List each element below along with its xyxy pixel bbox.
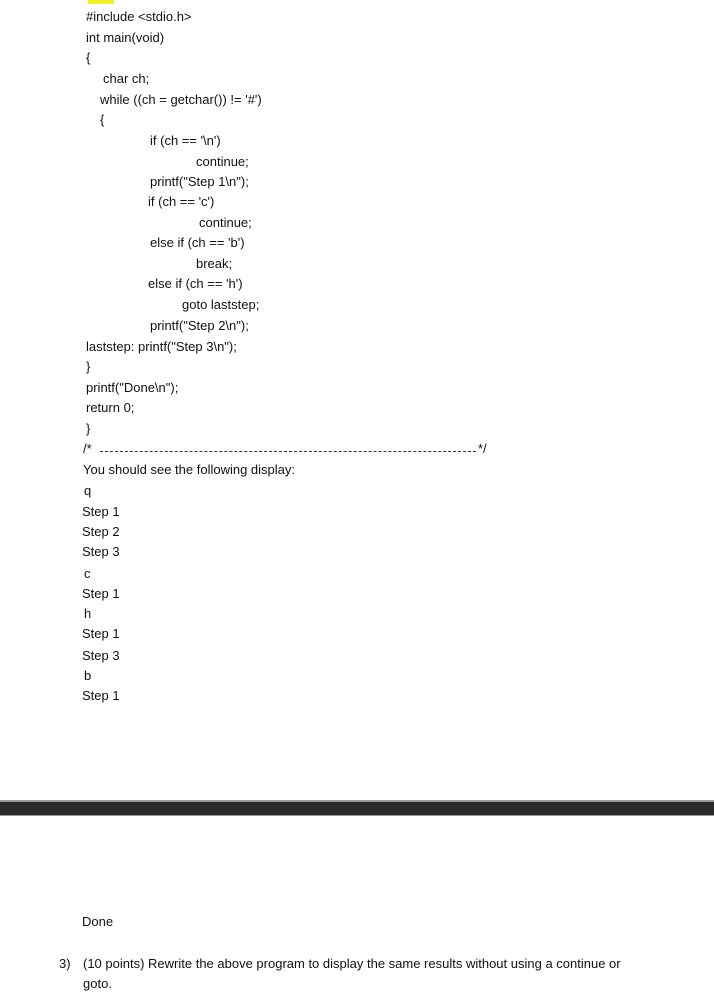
code-elseif-h: else if (ch == 'h') bbox=[148, 276, 243, 291]
output-line: Step 1 bbox=[82, 586, 120, 601]
output-line: Step 2 bbox=[82, 524, 120, 539]
output-line: b bbox=[84, 668, 92, 683]
code-elseif-b: else if (ch == 'b') bbox=[150, 235, 245, 250]
output-line: h bbox=[84, 606, 92, 621]
code-close-brace-main: } bbox=[86, 421, 91, 436]
code-open-brace-while: { bbox=[100, 112, 105, 127]
question-text-line2: goto. bbox=[83, 976, 112, 991]
code-main-signature: int main(void) bbox=[86, 30, 165, 45]
comment-close: */ bbox=[478, 441, 487, 456]
output-done: Done bbox=[82, 914, 114, 929]
question-number: 3) bbox=[59, 956, 71, 971]
output-line: Step 3 bbox=[82, 648, 120, 663]
code-open-brace-main: { bbox=[86, 50, 91, 65]
page-break-bar bbox=[0, 800, 714, 816]
expected-intro: You should see the following display: bbox=[83, 462, 295, 477]
output-line: Step 1 bbox=[82, 504, 120, 519]
code-printf-done: printf("Done\n"); bbox=[86, 380, 179, 395]
code-break: break; bbox=[196, 256, 233, 271]
code-printf-step1: printf("Step 1\n"); bbox=[150, 174, 249, 189]
code-close-brace-while: } bbox=[86, 359, 91, 374]
code-if-c: if (ch == 'c') bbox=[148, 194, 215, 209]
code-printf-step2: printf("Step 2\n"); bbox=[150, 318, 249, 333]
output-line: q bbox=[84, 483, 92, 498]
output-line: c bbox=[84, 566, 91, 581]
code-char-declaration: char ch; bbox=[103, 71, 150, 86]
highlight-mark bbox=[88, 0, 114, 4]
code-while-line: while ((ch = getchar()) != '#') bbox=[100, 92, 262, 107]
code-continue-1: continue; bbox=[196, 154, 249, 169]
code-laststep-label: laststep: printf("Step 3\n"); bbox=[86, 339, 237, 354]
code-include: #include <stdio.h> bbox=[86, 9, 192, 24]
output-line: Step 1 bbox=[82, 626, 120, 641]
output-line: Step 1 bbox=[82, 688, 120, 703]
code-return: return 0; bbox=[86, 400, 135, 415]
code-goto: goto laststep; bbox=[182, 297, 260, 312]
code-continue-2: continue; bbox=[199, 215, 252, 230]
comment-dashes bbox=[100, 451, 476, 452]
question-text-line1: (10 points) Rewrite the above program to display the same results without using a continue or bbox=[83, 956, 621, 971]
code-if-newline: if (ch == '\n') bbox=[150, 133, 221, 148]
comment-open: /* bbox=[83, 441, 92, 456]
output-line: Step 3 bbox=[82, 544, 120, 559]
